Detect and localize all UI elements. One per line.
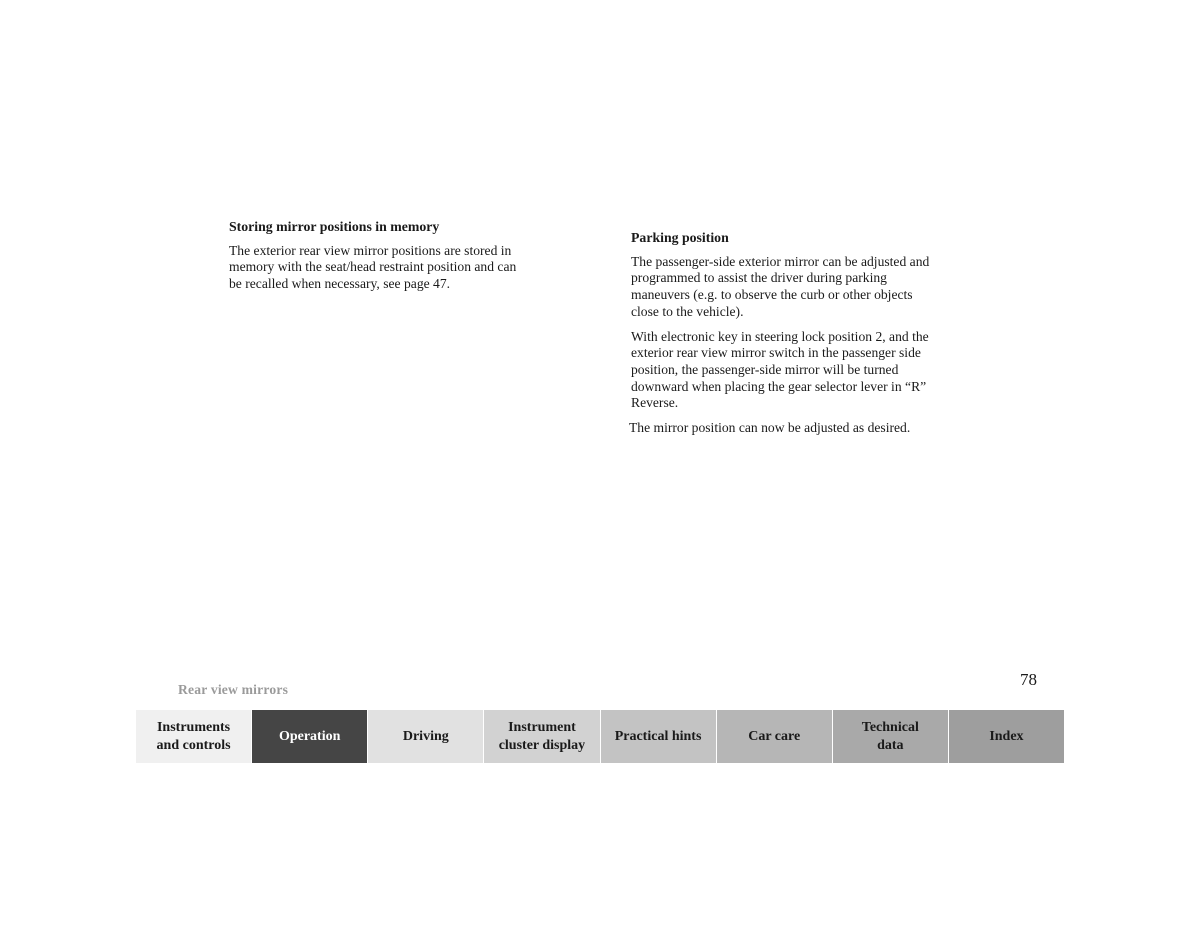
chapter-tab-bar bbox=[136, 710, 1064, 763]
tab-driving[interactable]: Driving bbox=[368, 710, 484, 763]
running-section-title: Rear view mirrors bbox=[178, 682, 289, 697]
tab-technical-data[interactable]: Technical data bbox=[833, 710, 949, 763]
tab-practical-hints[interactable]: Practical hints bbox=[601, 710, 717, 763]
tab-instrument-cluster-display[interactable]: Instrument cluster display bbox=[484, 710, 600, 763]
paragraph-parking-2: With electronic key in steering lock position 2, and the exterior rear view mirror switch in the passenger side position, the passenger-side mirror will be turned downward when placing the gear selector lever in “R” Reverse. bbox=[631, 328, 929, 411]
page-number: 78 bbox=[1020, 670, 1037, 689]
tab-index[interactable]: Index bbox=[949, 710, 1064, 763]
section-heading-parking: Parking position bbox=[631, 230, 729, 245]
paragraph-parking-1: The passenger-side exterior mirror can be adjusted and programmed to assist the driver during parking maneuvers (e.g. to observe the curb or other objects close to the vehicle). bbox=[631, 253, 930, 319]
section-heading-memory: Storing mirror positions in memory bbox=[229, 219, 440, 234]
right-column bbox=[631, 230, 981, 445]
paragraph-parking-3: The mirror position can now be adjusted as desired. bbox=[629, 420, 911, 436]
tab-car-care[interactable]: Car care bbox=[717, 710, 833, 763]
tab-operation[interactable]: Operation bbox=[252, 710, 368, 763]
left-column bbox=[229, 219, 579, 301]
paragraph-memory: The exterior rear view mirror positions are stored in memory with the seat/head restraint position and can be recalled when necessary, see page 47. bbox=[229, 242, 517, 292]
tab-instruments-and-controls[interactable]: Instruments and controls bbox=[136, 710, 252, 763]
